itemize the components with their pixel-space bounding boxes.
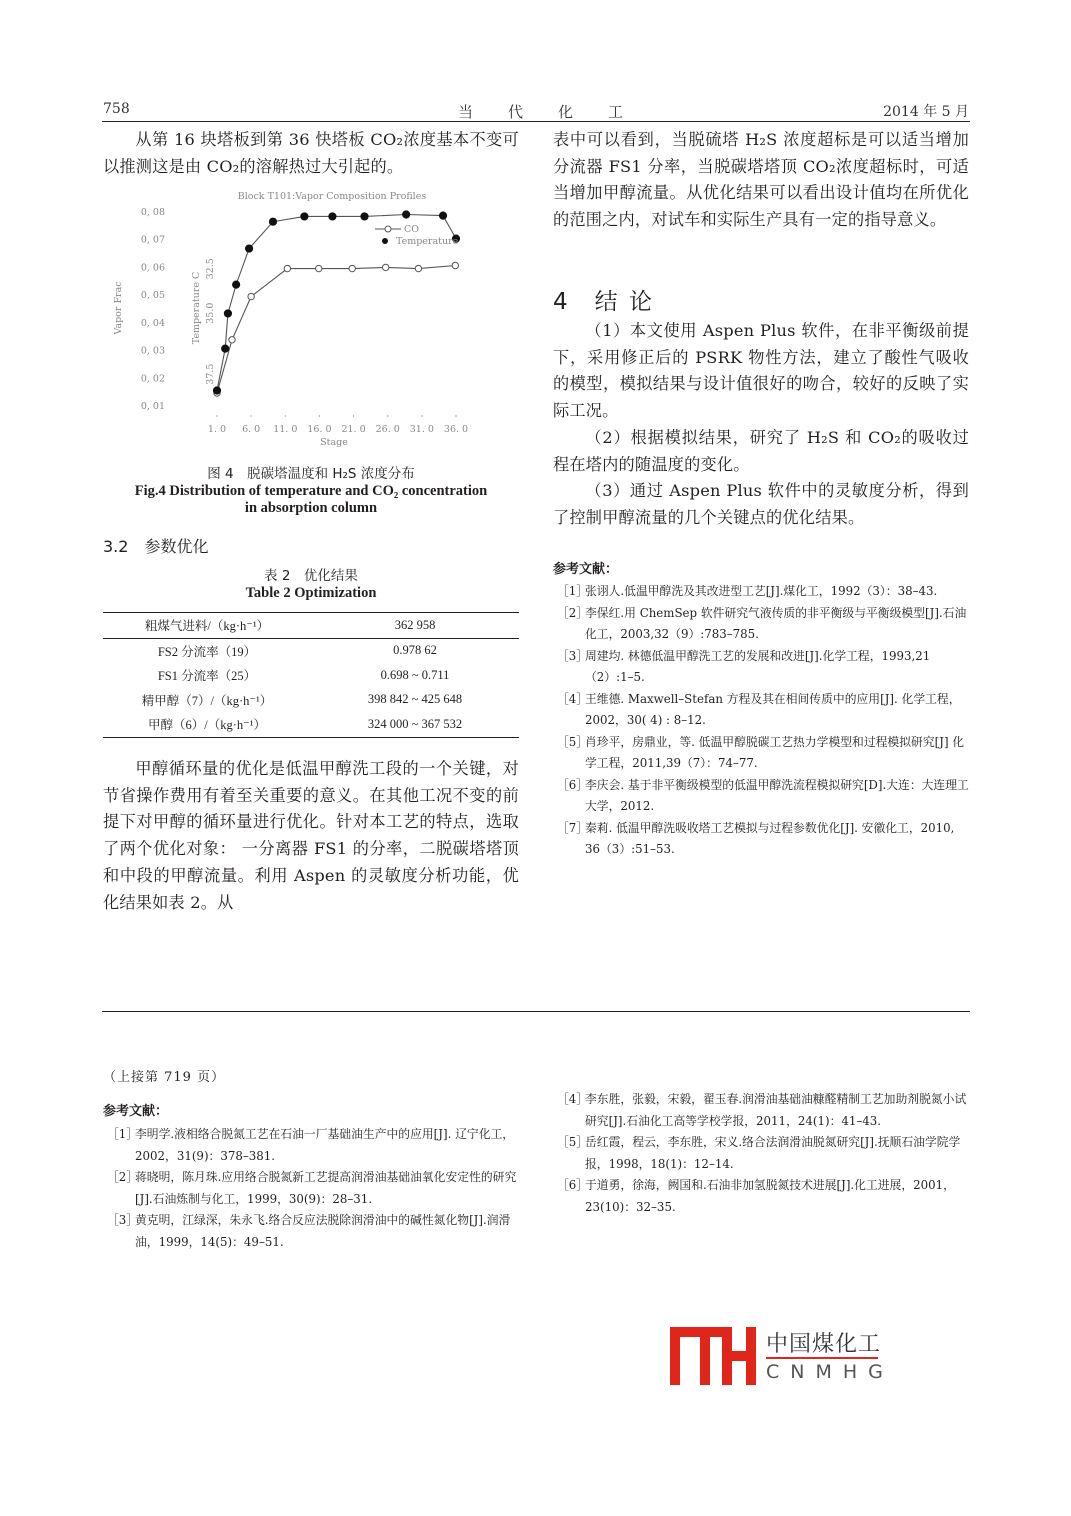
y-tick-label: 0, 03: [140, 345, 165, 357]
data-point-temperature: [245, 245, 252, 252]
reference-text: 李明学.液相络合脱氮工艺在石油一厂基础油生产中的应用[J]. 辽宁化工，2002，31(9)：378–381.: [135, 1127, 515, 1163]
data-point-temperature: [224, 310, 231, 317]
logo-name-en: CNMHG: [766, 1361, 894, 1383]
reference-text: 于道勇，徐海，阙国和.石油非加氢脱氮技术进展[J].化工进展，2001，23(10)：32–35.: [585, 1178, 955, 1214]
y-tick-label: 0, 07: [140, 234, 165, 246]
chart-title: Block T101:Vapor Composition Profiles: [237, 191, 427, 202]
data-point-co: [284, 265, 290, 271]
y-tick-label: 0, 04: [140, 317, 165, 329]
figure-caption-cn: 图 4 脱碳塔温度和 H₂S 浓度分布: [207, 466, 415, 482]
conclusion-3: （3）通过 Aspen Plus 软件中的灵敏度分析，得到了控制甲醇流量的几个关键点的优化结果。: [553, 481, 969, 527]
data-point-temperature: [361, 213, 368, 220]
optimization-text: 甲醇循环量的优化是低温甲醇洗工段的一个关键，对节省操作费用有着至关重要的意义。在其他工况不变的前提下对甲醇的循环量进行优化。针对本工艺的特点，选取了两个优化对象： 一分离器 FS1 的分率，二脱碳塔塔顶和中段的甲醇流量。利用 Aspen 的灵敏度分析功能，优化结果如表 2。从: [103, 759, 519, 912]
x-tick-label: 31. 0: [409, 424, 434, 435]
table-cell-label: 甲醇（6）/（kg·h⁻¹）: [148, 718, 266, 733]
reference-item: [553, 1132, 971, 1175]
y-tick-label: 0, 06: [140, 262, 165, 274]
reference-number: ［7］: [557, 820, 589, 835]
intro-paragraph: [103, 127, 519, 180]
reference-text: 蒋晓明，陈月珠.应用络合脱氮新工艺提高润滑油基础油氧化安定性的研究[J].石油炼制与化工，1999，30(9)：28–31.: [135, 1170, 517, 1206]
continued-references-right: [553, 1089, 971, 1218]
y2-axis-label: Temperature C: [191, 271, 202, 345]
reference-number: ［4］: [557, 1092, 589, 1106]
table-caption: [103, 568, 519, 602]
y2-tick-label: 37.5: [205, 363, 216, 385]
table-cell-label: FS2 分流率（19）: [157, 644, 257, 659]
data-point-temperature: [222, 345, 229, 352]
table-row: [103, 688, 519, 713]
references-list: [553, 581, 969, 861]
reference-text: 周建均. 林德低温甲醇洗工艺的发展和改进[J].化学工程，1993,21（2）:1–5.: [585, 648, 931, 684]
reference-number: ［1］: [107, 1127, 139, 1141]
reference-number: ［3］: [107, 1213, 139, 1227]
table-cell-label: FS1 分流率（25）: [157, 669, 257, 684]
conclusion-1: （1）本文使用 Aspen Plus 软件，在非平衡级前提下，采用修正后的 PSRK 物性方法，建立了酸性气吸收的模型，模拟结果与设计值很好的吻合，较好的反映了实际工况。: [553, 321, 969, 421]
section-heading-3-2: 3.2 参数优化: [103, 537, 209, 556]
continuation-paragraph: [553, 127, 969, 234]
figure-caption-en-1: Fig.4 Distribution of temperature and CO₂ concentration: [134, 483, 488, 499]
legend-marker-temperature: [382, 238, 388, 244]
optimization-paragraph: [103, 756, 519, 916]
reference-text: 张诩人.低温甲醇洗及其改进型工艺[J].煤化工，1992（3）：38–43.: [585, 584, 938, 598]
reference-item: [553, 1089, 971, 1132]
y-axis-label: Vapor Frac: [113, 281, 124, 335]
data-point-temperature: [439, 212, 446, 219]
data-point-temperature: [213, 387, 220, 394]
issue-date: 2014 年 5 月: [883, 104, 969, 120]
reference-item: [103, 1124, 521, 1167]
y-tick-label: 0, 08: [140, 207, 165, 218]
legend-marker-co: [385, 226, 391, 232]
data-point-co: [229, 337, 235, 343]
x-tick-label: 16. 0: [307, 424, 332, 435]
x-tick-label: 36. 0: [443, 424, 469, 435]
data-point-co: [415, 265, 421, 271]
reference-number: ［6］: [557, 777, 589, 792]
intro-text: 从第 16 块塔板到第 36 快塔板 CO₂浓度基本不变可以推测这是由 CO₂的溶解热过大引起的。: [103, 130, 519, 176]
section-divider: [102, 1011, 970, 1012]
reference-text: 秦莉. 低温甲醇洗吸收塔工艺模拟与过程参数优化[J]. 安徽化工，2010, 36（3）:51–53.: [585, 820, 955, 856]
reference-text: 黄克明，江绿深，朱永飞.络合反应法脱除润滑油中的碱性氮化物[J].润滑油，1999，14(5)：49–51.: [135, 1213, 511, 1249]
continued-from-note: （上接第 719 页）: [103, 1070, 226, 1085]
legend-label-temperature: Temperature: [396, 236, 459, 247]
table-row: [103, 663, 519, 688]
series-line-co: [217, 265, 455, 392]
reference-number: ［4］: [557, 691, 589, 706]
chart-legend: [375, 224, 459, 247]
y-tick-label: 0, 02: [140, 373, 165, 385]
table-row: [103, 638, 519, 663]
table-cell-value: 362 958: [394, 617, 436, 632]
reference-item: [553, 689, 969, 732]
data-point-temperature: [301, 213, 308, 220]
reference-text: 李东胜，张毅，宋毅，翟玉春.润滑油基础油糠醛精制工艺加助剂脱氮小试研究[J].石油化工高等学校学报，2011，24(1)：41–43.: [585, 1092, 967, 1128]
y2-tick-label: 32.5: [205, 258, 216, 280]
data-point-co: [452, 262, 458, 268]
legend-label-co: CO: [404, 224, 420, 235]
optimization-table: [103, 612, 519, 738]
reference-text: 肖珍平，房鼎业，等. 低温甲醇脱碳工艺热力学模型和过程模拟研究[J] 化学工程，2011,39（7）：74–77.: [585, 734, 965, 770]
data-point-temperature: [233, 281, 240, 288]
conclusion-heading: 4 结 论: [553, 289, 654, 315]
y2-tick-label: 35.0: [205, 302, 216, 324]
data-point-temperature: [403, 211, 410, 218]
data-point-co: [248, 293, 254, 299]
reference-text: 王维德. Maxwell–Stefan 方程及其在相间传质中的应用[J]. 化学工程， 2002，30( 4) : 8–12.: [585, 691, 961, 727]
reference-number: ［5］: [557, 734, 589, 749]
data-point-temperature: [269, 218, 276, 225]
x-tick-label: 1. 0: [207, 424, 227, 435]
reference-item: [553, 775, 969, 818]
reference-item: [553, 646, 969, 689]
table-cell-value: 398 842 ~ 425 648: [367, 692, 463, 707]
data-point-co: [349, 265, 355, 271]
data-point-co: [316, 265, 322, 271]
reference-number: ［3］: [557, 648, 589, 663]
table-title-cn: 表 2 优化结果: [264, 568, 358, 584]
continued-references-title: 参考文献：: [103, 1104, 169, 1119]
reference-text: 李庆会. 基于非平衡级模型的低温甲醇洗流程模拟研究[D].大连：大连理工大学，2012.: [585, 777, 969, 813]
conclusion-2: （2）根据模拟结果，研究了 H₂S 和 CO₂的吸收过程在塔内的随温度的变化。: [553, 427, 969, 474]
reference-item: [553, 603, 969, 646]
journal-title: 当 代 化 工: [458, 103, 634, 121]
logo-divider: [766, 1357, 878, 1359]
reference-item: [103, 1167, 521, 1210]
data-point-co: [382, 264, 388, 270]
x-tick-label: 11. 0: [273, 424, 298, 435]
mh-logo-mark-icon: [668, 1325, 760, 1387]
table-title-en: Table 2 Optimization: [245, 585, 377, 601]
y-tick-label: 0, 05: [140, 290, 165, 302]
table-cell-value: 0.698 ~ 0.711: [380, 667, 450, 682]
page-number: 758: [103, 101, 130, 117]
reference-text: 李保红.用 ChemSep 软件研究气液传质的非平衡级与平衡级模型[J].石油化工，2003,32（9）:783–785.: [585, 605, 967, 641]
reference-item: [553, 1175, 971, 1218]
header-rule: [102, 121, 970, 122]
reference-item: [103, 1210, 521, 1253]
x-tick-label: 21. 0: [341, 424, 366, 435]
table-cell-label: 精甲醇（7）/（kg·h⁻¹）: [141, 693, 273, 708]
figure-caption: [103, 466, 519, 517]
temperature-co-chart: [105, 183, 485, 453]
reference-item: [553, 818, 969, 861]
reference-item: [553, 732, 969, 775]
table-cell-label: 粗煤气进料/（kg·h⁻¹）: [144, 619, 270, 634]
x-tick-label: 26. 0: [375, 424, 400, 435]
table-cell-value: 324 000 ~ 367 532: [367, 716, 463, 731]
reference-number: ［2］: [107, 1170, 139, 1184]
y-tick-label: 0, 01: [140, 401, 165, 412]
reference-text: 岳红霞，程云，李东胜，宋义.络合法润滑油脱氮研究[J].抚顺石油学院学报，1998，18(1)：12–14.: [585, 1135, 961, 1171]
reference-number: ［2］: [557, 605, 589, 620]
x-axis-label: Stage: [320, 437, 348, 448]
continuation-text: 表中可以看到，当脱硫塔 H₂S 浓度超标是可以适当增加分流器 FS1 分率，当脱碳塔塔顶 CO₂浓度超标时，可适当增加甲醇流量。从优化结果可以看出设计值均在所优化的范围之内，对试车和实际生产具有一定的指导意义。: [553, 130, 969, 230]
references-title: 参考文献：: [553, 562, 619, 577]
table-row: [103, 712, 519, 737]
table-row: [103, 613, 519, 639]
x-tick-label: 6. 0: [242, 424, 261, 435]
cnmhg-logo: [668, 1325, 894, 1387]
logo-name-cn: 中国煤化工: [766, 1332, 882, 1357]
reference-number: ［6］: [557, 1178, 589, 1192]
conclusions-list: [553, 318, 969, 532]
table-cell-value: 0.978 62: [393, 643, 437, 658]
reference-number: ［5］: [557, 1135, 589, 1149]
figure-caption-en-2: in absorption column: [244, 500, 378, 516]
data-point-temperature: [329, 213, 336, 220]
reference-number: ［1］: [557, 584, 589, 598]
continued-references-left: [103, 1124, 521, 1253]
reference-item: [553, 581, 969, 603]
